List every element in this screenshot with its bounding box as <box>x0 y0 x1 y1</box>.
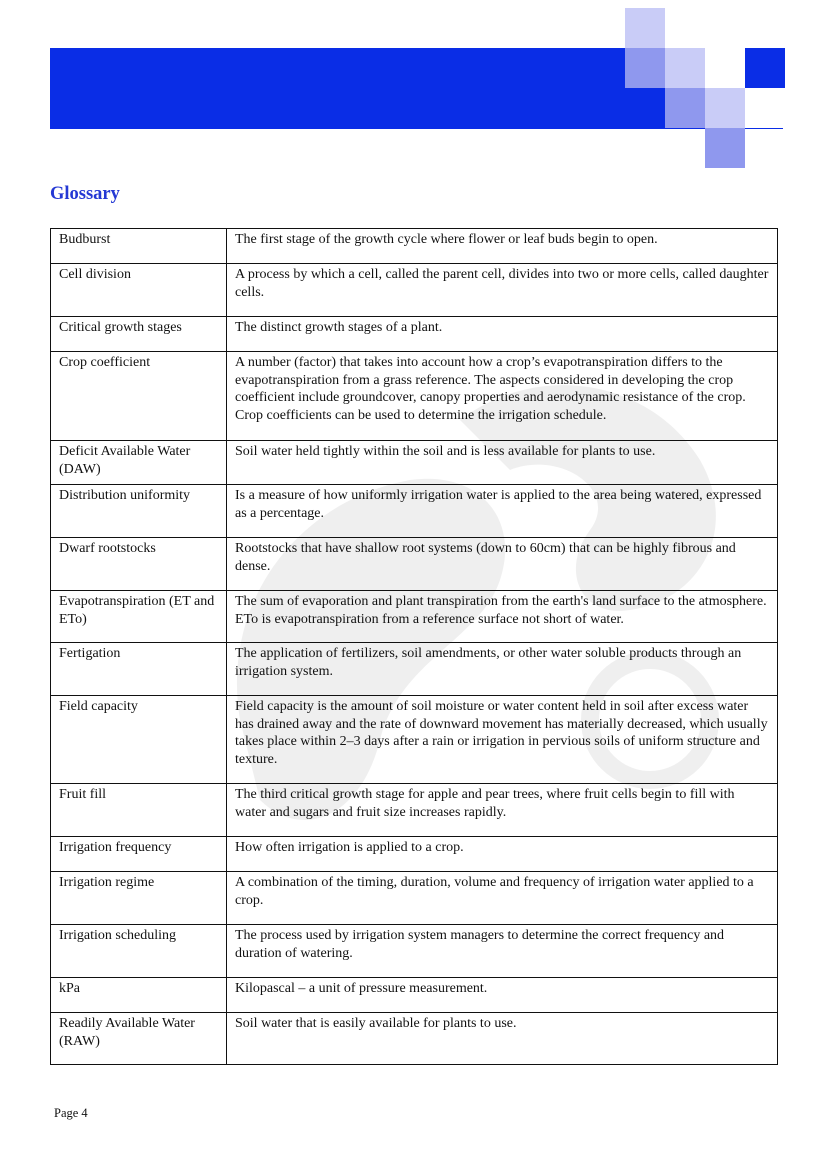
header-square <box>705 88 745 128</box>
table-row <box>51 784 778 837</box>
header-square <box>705 48 745 88</box>
table-row <box>51 441 778 485</box>
glossary-term: Irrigation regime <box>51 872 227 925</box>
glossary-term: Budburst <box>51 229 227 264</box>
glossary-definition: The sum of evaporation and plant transpiration from the earth's land surface to the atmosphere. ETo is evapotranspiration from a reference surface not short of water. <box>227 591 778 643</box>
table-row <box>51 1013 778 1065</box>
glossary-definition: Is a measure of how uniformly irrigation water is applied to the area being watered, expressed as a percentage. <box>227 485 778 538</box>
glossary-definition: The process used by irrigation system managers to determine the correct frequency and duration of watering. <box>227 925 778 978</box>
glossary-definition: A process by which a cell, called the parent cell, divides into two or more cells, called daughter cells. <box>227 264 778 317</box>
table-row <box>51 696 778 784</box>
glossary-table <box>50 228 778 1065</box>
glossary-term: Deficit Available Water (DAW) <box>51 441 227 485</box>
header-square <box>665 48 705 88</box>
glossary-term: Cell division <box>51 264 227 317</box>
table-row <box>51 485 778 538</box>
header-square <box>625 8 665 48</box>
glossary-term: Readily Available Water (RAW) <box>51 1013 227 1065</box>
glossary-term: Fruit fill <box>51 784 227 837</box>
header-square <box>625 48 665 88</box>
glossary-definition: A number (factor) that takes into account how a crop’s evapotranspiration differs to the evapotranspiration from a grass reference. The aspects considered in developing the crop coefficient include groundcover, canopy properties and aerodynamic resistance of the crop. Crop coefficients can be used to determine the irrigation schedule. <box>227 352 778 441</box>
table-row <box>51 538 778 591</box>
glossary-definition: The distinct growth stages of a plant. <box>227 317 778 352</box>
glossary-definition: Kilopascal – a unit of pressure measurement. <box>227 978 778 1013</box>
table-row <box>51 352 778 441</box>
glossary-term: Irrigation scheduling <box>51 925 227 978</box>
glossary-definition: Field capacity is the amount of soil moisture or water content held in soil after excess water has drained away and the rate of downward movement has materially decreased, which usually takes place within 2–3 days after a rain or irrigation in pervious soils of uniform structure and texture. <box>227 696 778 784</box>
glossary-definition: A combination of the timing, duration, volume and frequency of irrigation water applied to a crop. <box>227 872 778 925</box>
glossary-definition: The application of fertilizers, soil amendments, or other water soluble products through an irrigation system. <box>227 643 778 696</box>
glossary-definition: Soil water held tightly within the soil and is less available for plants to use. <box>227 441 778 485</box>
header-square <box>665 88 705 128</box>
glossary-term: Evapotranspiration (ET and ETo) <box>51 591 227 643</box>
table-row <box>51 229 778 264</box>
table-row <box>51 837 778 872</box>
glossary-term: Irrigation frequency <box>51 837 227 872</box>
table-row <box>51 925 778 978</box>
table-row <box>51 643 778 696</box>
glossary-term: Crop coefficient <box>51 352 227 441</box>
glossary-term: Fertigation <box>51 643 227 696</box>
glossary-term: kPa <box>51 978 227 1013</box>
page-number: Page 4 <box>54 1106 88 1120</box>
page-title: Glossary <box>50 184 120 204</box>
glossary-definition: The first stage of the growth cycle where flower or leaf buds begin to open. <box>227 229 778 264</box>
glossary-term: Field capacity <box>51 696 227 784</box>
table-row <box>51 978 778 1013</box>
glossary-term: Dwarf rootstocks <box>51 538 227 591</box>
glossary-term: Critical growth stages <box>51 317 227 352</box>
glossary-definition: The third critical growth stage for apple and pear trees, where fruit cells begin to fill with water and sugars and fruit size increases rapidly. <box>227 784 778 837</box>
header-square <box>745 48 785 88</box>
glossary-definition: How often irrigation is applied to a crop. <box>227 837 778 872</box>
table-row <box>51 264 778 317</box>
glossary-term: Distribution uniformity <box>51 485 227 538</box>
glossary-definition: Rootstocks that have shallow root systems (down to 60cm) that can be highly fibrous and dense. <box>227 538 778 591</box>
table-row <box>51 591 778 643</box>
header-square <box>745 88 785 128</box>
glossary-definition: Soil water that is easily available for plants to use. <box>227 1013 778 1065</box>
table-row <box>51 872 778 925</box>
table-row <box>51 317 778 352</box>
header-square <box>705 128 745 168</box>
